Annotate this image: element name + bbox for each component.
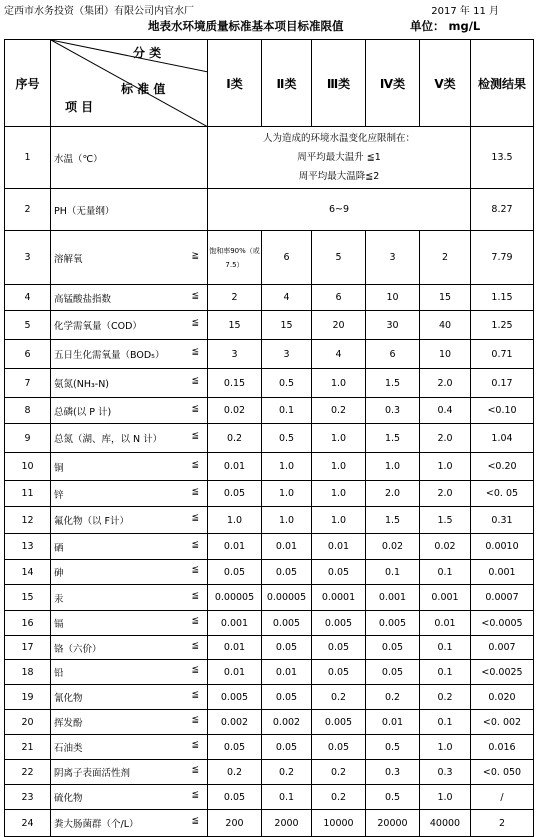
table-row	[5, 810, 534, 837]
item-name-cell	[51, 311, 208, 340]
item-name-cell	[51, 560, 208, 585]
class-2-value: 1.0	[262, 507, 312, 534]
item-name: 总磷(以 P 计)	[54, 406, 112, 418]
comparison-symbol: ≦	[191, 740, 199, 750]
table-row	[5, 398, 534, 424]
class-4-value: 0.5	[366, 785, 420, 810]
result-header: 检测结果	[471, 40, 534, 127]
test-result: 0.0010	[471, 534, 534, 560]
class-2-value: 0.1	[262, 398, 312, 424]
diagonal-header	[51, 40, 208, 127]
item-name-cell	[51, 189, 208, 231]
class-5-value: 0.001	[420, 585, 471, 611]
test-result: 0.17	[471, 369, 534, 398]
table-row	[5, 534, 534, 560]
note-line: 周平均最大温降≦2	[298, 171, 380, 182]
class-2-value: 0.5	[262, 424, 312, 453]
test-result: 1.04	[471, 424, 534, 453]
row-number: 6	[5, 340, 51, 369]
class-4-value: 0.3	[366, 398, 420, 424]
class-4-value: 0.001	[366, 585, 420, 611]
class-4-value: 0.05	[366, 660, 420, 685]
class-2-value: 0.05	[262, 685, 312, 710]
class-1-value: 200	[208, 810, 262, 837]
row-number: 3	[5, 231, 51, 285]
row-number: 13	[5, 534, 51, 560]
class-1-value: 0.05	[208, 785, 262, 810]
class-1-value: 0.002	[208, 710, 262, 735]
class-1-value: 0.15	[208, 369, 262, 398]
table-row	[5, 340, 534, 369]
test-result: <0. 002	[471, 710, 534, 735]
class-3-value: 5	[312, 231, 366, 285]
class-1-value: 1.0	[208, 507, 262, 534]
comparison-symbol: ≦	[191, 665, 199, 675]
comparison-symbol: ≦	[191, 347, 199, 357]
row-number: 5	[5, 311, 51, 340]
class-3-value: 20	[312, 311, 366, 340]
item-name-cell	[51, 424, 208, 453]
test-result: <0.10	[471, 398, 534, 424]
class-1-value: 0.02	[208, 398, 262, 424]
item-name: 铅	[54, 668, 64, 679]
test-result: 2	[471, 810, 534, 837]
comparison-symbol: ≦	[191, 690, 199, 700]
class-2-value: 0.05	[262, 735, 312, 760]
row-number: 16	[5, 611, 51, 636]
item-name: 氨氮(NH₃-N)	[54, 379, 110, 390]
class-2-value: 1.0	[262, 453, 312, 481]
table-row	[5, 636, 534, 660]
row-number: 23	[5, 785, 51, 810]
item-name: 水温（℃）	[54, 153, 103, 165]
item-name-cell	[51, 507, 208, 534]
row-number: 15	[5, 585, 51, 611]
test-result: 0.001	[471, 560, 534, 585]
class-3-value: 1.0	[312, 453, 366, 481]
class-2-value: 0.01	[262, 534, 312, 560]
class-2-value: 0.005	[262, 611, 312, 636]
test-result: 1.25	[471, 311, 534, 340]
table-row	[5, 760, 534, 785]
test-result: <0.0005	[471, 611, 534, 636]
item-name-cell	[51, 760, 208, 785]
test-result: 0.007	[471, 636, 534, 660]
item-name: 氰化物	[54, 693, 83, 704]
standards-table	[4, 39, 534, 837]
class-1-value: 0.2	[208, 424, 262, 453]
item-name: 砷	[54, 568, 64, 579]
class-1-value: 0.2	[208, 760, 262, 785]
class-1-value: 0.01	[208, 453, 262, 481]
ph-range: 6~9	[208, 189, 471, 231]
row-number: 10	[5, 453, 51, 481]
table-row	[5, 189, 534, 231]
class-1-header: Ⅰ类	[208, 40, 262, 127]
class-3-value: 1.0	[312, 507, 366, 534]
class-3-value: 1.0	[312, 369, 366, 398]
class-4-value: 10	[366, 285, 420, 311]
class-5-value: 1.0	[420, 785, 471, 810]
comparison-symbol: ≦	[191, 403, 199, 414]
class-5-value: 0.2	[420, 685, 471, 710]
class-1-value: 0.005	[208, 685, 262, 710]
table-row	[5, 560, 534, 585]
table-row	[5, 127, 534, 189]
class-5-value: 2.0	[420, 369, 471, 398]
class-4-value: 1.5	[366, 424, 420, 453]
row-number: 2	[5, 189, 51, 231]
class-2-value: 0.05	[262, 636, 312, 660]
class-1-value: 0.05	[208, 560, 262, 585]
item-name-cell	[51, 340, 208, 369]
class-3-value: 0.2	[312, 685, 366, 710]
table-row	[5, 735, 534, 760]
item-name-cell	[51, 636, 208, 660]
class-5-value: 1.0	[420, 453, 471, 481]
note-line: 周平均最大温升 ≦1	[297, 152, 381, 163]
comparison-symbol: ≦	[191, 565, 199, 575]
class-4-value: 2.0	[366, 481, 420, 507]
class-1-value: 0.01	[208, 660, 262, 685]
table-row	[5, 424, 534, 453]
class-4-value: 0.005	[366, 611, 420, 636]
comparison-symbol: ≦	[191, 318, 199, 328]
item-name: 镉	[54, 619, 64, 630]
row-number: 14	[5, 560, 51, 585]
class-2-value: 0.5	[262, 369, 312, 398]
table-row	[5, 369, 534, 398]
class-4-value: 0.3	[366, 760, 420, 785]
company-name: 定西市水务投资（集团）有限公司内官水厂	[4, 6, 194, 17]
test-result: <0.20	[471, 453, 534, 481]
row-number: 4	[5, 285, 51, 311]
item-name-cell	[51, 534, 208, 560]
item-name: 铜	[54, 462, 64, 474]
item-name: 总氮（湖、库，以 N 计）	[54, 434, 163, 445]
item-name-cell	[51, 585, 208, 611]
class-3-value: 1.0	[312, 481, 366, 507]
class-5-value: 0.1	[420, 660, 471, 685]
class-3-value: 0.005	[312, 611, 366, 636]
item-name-cell	[51, 710, 208, 735]
item-name: 挥发酚	[54, 718, 83, 729]
page-title: 地表水环境质量标准基本项目标准限值	[148, 19, 344, 33]
row-number: 7	[5, 369, 51, 398]
test-result: <0.0025	[471, 660, 534, 685]
item-name: 铬（六价）	[54, 643, 102, 655]
test-result: <0. 050	[471, 760, 534, 785]
test-result: /	[471, 785, 534, 810]
item-name: 溶解氧	[54, 253, 83, 265]
table-row	[5, 660, 534, 685]
comparison-symbol: ≦	[191, 486, 199, 497]
item-name: 化学需氧量（COD）	[54, 321, 142, 332]
row-number: 1	[5, 127, 51, 189]
class-2-value: 0.002	[262, 710, 312, 735]
item-name: 锌	[54, 489, 64, 501]
test-result: 0.71	[471, 340, 534, 369]
item-name: 氟化物（以 F计）	[54, 516, 129, 527]
class-2-value: 15	[262, 311, 312, 340]
comparison-symbol: ≦	[191, 590, 199, 601]
item-name-cell	[51, 611, 208, 636]
item-name-cell	[51, 481, 208, 507]
item-name: 高锰酸盐指数	[54, 293, 112, 305]
item-name-cell	[51, 660, 208, 685]
table-row	[5, 311, 534, 340]
comparison-symbol: ≦	[191, 715, 199, 725]
class-1-value: 0.01	[208, 636, 262, 660]
class-2-header: Ⅱ类	[262, 40, 312, 127]
class-5-value: 10	[420, 340, 471, 369]
class-5-header: Ⅴ类	[420, 40, 471, 127]
class-3-value: 6	[312, 285, 366, 311]
class-5-value: 0.4	[420, 398, 471, 424]
comparison-symbol: ≦	[191, 640, 199, 651]
class-5-value: 40000	[420, 810, 471, 837]
class-4-value: 30	[366, 311, 420, 340]
class-4-value: 0.02	[366, 534, 420, 560]
table-row	[5, 710, 534, 735]
diag-standard-label: 标 准 值	[121, 82, 166, 96]
class-5-value: 15	[420, 285, 471, 311]
class-2-value: 0.1	[262, 785, 312, 810]
row-number: 17	[5, 636, 51, 660]
class-3-value: 0.0001	[312, 585, 366, 611]
class-3-value: 4	[312, 340, 366, 369]
comparison-symbol: ≦	[191, 616, 199, 626]
table-row	[5, 685, 534, 710]
comparison-symbol: ≦	[191, 290, 199, 301]
class-4-value: 1.0	[366, 453, 420, 481]
test-result: 0.0007	[471, 585, 534, 611]
item-name-cell	[51, 285, 208, 311]
header-row	[5, 40, 534, 127]
comparison-symbol: ≦	[191, 376, 199, 386]
class-5-value: 0.01	[420, 611, 471, 636]
table-row	[5, 507, 534, 534]
class-4-value: 3	[366, 231, 420, 285]
seq-header: 序号	[5, 40, 51, 127]
comparison-symbol: ≦	[191, 816, 199, 826]
class-2-value: 0.00005	[262, 585, 312, 611]
class-2-value: 0.01	[262, 660, 312, 685]
row-number: 19	[5, 685, 51, 710]
row-number: 11	[5, 481, 51, 507]
class-2-value: 2000	[262, 810, 312, 837]
class-3-value: 0.05	[312, 735, 366, 760]
item-name-cell	[51, 735, 208, 760]
test-result: 8.27	[471, 189, 534, 231]
item-name: 硫化物	[54, 793, 83, 804]
class-4-value: 1.5	[366, 369, 420, 398]
class-5-value: 0.3	[420, 760, 471, 785]
class-5-value: 2.0	[420, 424, 471, 453]
class-3-header: Ⅲ类	[312, 40, 366, 127]
comparison-symbol: ≧	[191, 250, 199, 261]
class-1-value: 0.01	[208, 534, 262, 560]
class-2-value: 3	[262, 340, 312, 369]
item-name: 五日生化需氧量（BOD₅）	[54, 350, 165, 361]
item-name: 硒	[54, 542, 64, 554]
class-5-value: 0.1	[420, 710, 471, 735]
comparison-symbol: ≦	[191, 513, 199, 523]
test-result: 0.016	[471, 735, 534, 760]
class-1-value: 饱和率90%（或7.5）	[208, 231, 262, 285]
class-4-value: 0.1	[366, 560, 420, 585]
item-name: 阴离子表面活性剂	[54, 768, 131, 779]
item-name: PH（无量纲）	[54, 205, 115, 217]
class-1-value: 0.00005	[208, 585, 262, 611]
row-number: 8	[5, 398, 51, 424]
test-result: 0.020	[471, 685, 534, 710]
class-1-value: 3	[208, 340, 262, 369]
test-result: 13.5	[471, 127, 534, 189]
item-name-cell	[51, 453, 208, 481]
table-row	[5, 453, 534, 481]
class-5-value: 0.1	[420, 560, 471, 585]
class-3-value: 0.01	[312, 534, 366, 560]
test-result: <0. 05	[471, 481, 534, 507]
item-name-cell	[51, 231, 208, 285]
comparison-symbol: ≦	[191, 431, 199, 441]
class-4-value: 0.2	[366, 685, 420, 710]
class-3-value: 0.05	[312, 636, 366, 660]
row-number: 12	[5, 507, 51, 534]
item-name-cell	[51, 685, 208, 710]
comparison-symbol: ≦	[191, 790, 199, 800]
comparison-symbol: ≦	[191, 765, 199, 775]
row-number: 18	[5, 660, 51, 685]
table-row	[5, 285, 534, 311]
class-4-value: 0.5	[366, 735, 420, 760]
class-1-value: 15	[208, 311, 262, 340]
class-4-header: Ⅳ类	[366, 40, 420, 127]
comparison-symbol: ≦	[191, 459, 199, 470]
item-name-cell	[51, 127, 208, 189]
class-5-value: 1.5	[420, 507, 471, 534]
class-3-value: 0.05	[312, 560, 366, 585]
test-result: 1.15	[471, 285, 534, 311]
class-2-value: 1.0	[262, 481, 312, 507]
class-4-value: 0.05	[366, 636, 420, 660]
class-5-value: 2	[420, 231, 471, 285]
report-date: 2017 年 11 月	[431, 6, 499, 17]
class-5-value: 0.02	[420, 534, 471, 560]
table-row	[5, 785, 534, 810]
item-name: 粪大肠菌群（个/L）	[54, 819, 139, 830]
class-3-value: 0.2	[312, 785, 366, 810]
class-3-value: 0.05	[312, 660, 366, 685]
item-name-cell	[51, 369, 208, 398]
class-5-value: 2.0	[420, 481, 471, 507]
class-5-value: 1.0	[420, 735, 471, 760]
class-3-value: 0.2	[312, 760, 366, 785]
class-2-value: 6	[262, 231, 312, 285]
table-row	[5, 481, 534, 507]
class-2-value: 0.05	[262, 560, 312, 585]
class-3-value: 1.0	[312, 424, 366, 453]
class-1-value: 0.05	[208, 481, 262, 507]
table-row	[5, 231, 534, 285]
row-number: 9	[5, 424, 51, 453]
class-4-value: 6	[366, 340, 420, 369]
diag-category-label: 分 类	[133, 46, 162, 60]
test-result: 7.79	[471, 231, 534, 285]
comparison-symbol: ≦	[191, 539, 199, 550]
class-1-value: 2	[208, 285, 262, 311]
table-row	[5, 611, 534, 636]
item-name: 石油类	[54, 743, 83, 754]
class-4-value: 1.5	[366, 507, 420, 534]
class-1-value: 0.001	[208, 611, 262, 636]
class-1-value: 0.05	[208, 735, 262, 760]
temperature-note	[208, 127, 471, 189]
class-5-value: 0.1	[420, 636, 471, 660]
note-line: 人为造成的环境水温变化应限制在：	[262, 133, 415, 144]
table-row	[5, 585, 534, 611]
diag-item-label: 项 目	[65, 100, 94, 114]
unit-label: 单位： mg/L	[410, 19, 481, 33]
class-2-value: 0.2	[262, 760, 312, 785]
class-3-value: 0.005	[312, 710, 366, 735]
item-name: 汞	[54, 593, 64, 605]
item-name-cell	[51, 398, 208, 424]
row-number: 21	[5, 735, 51, 760]
test-result: 0.31	[471, 507, 534, 534]
item-name-cell	[51, 810, 208, 837]
row-number: 20	[5, 710, 51, 735]
class-3-value: 10000	[312, 810, 366, 837]
class-3-value: 0.2	[312, 398, 366, 424]
row-number: 24	[5, 810, 51, 837]
class-4-value: 0.01	[366, 710, 420, 735]
class-4-value: 20000	[366, 810, 420, 837]
class-5-value: 40	[420, 311, 471, 340]
row-number: 22	[5, 760, 51, 785]
item-name-cell	[51, 785, 208, 810]
class-2-value: 4	[262, 285, 312, 311]
